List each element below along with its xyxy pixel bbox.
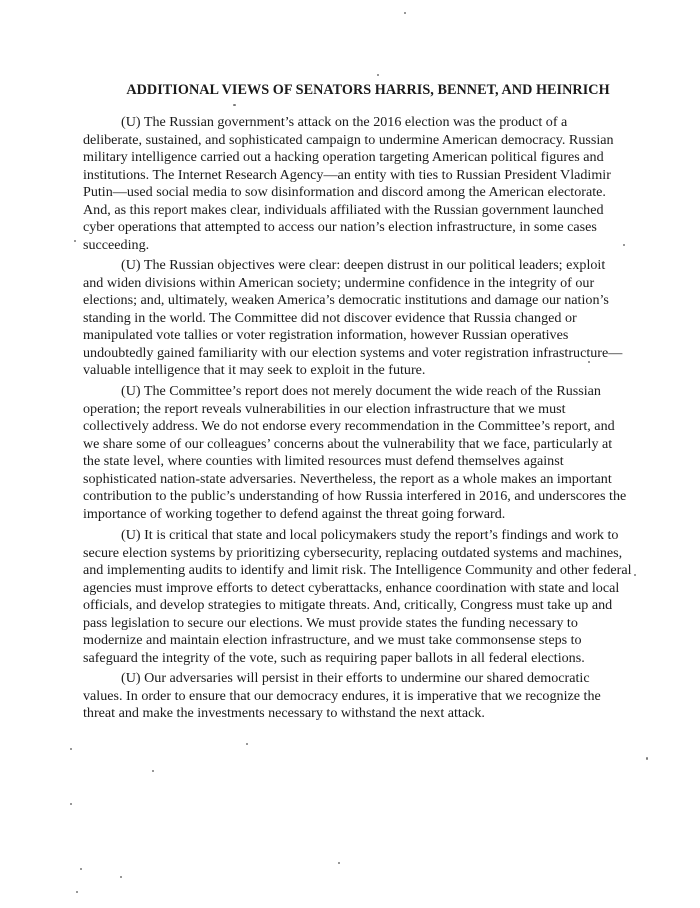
paragraph-line: And, as this report makes clear, individuals affiliated with the Russian government launched: [83, 201, 604, 218]
paragraph-line: cyber operations that attempted to access our nation’s election infrastructure, in some cases: [83, 219, 597, 235]
paragraph-line: military intelligence carried out a hacking operation targeting American political figures and: [83, 149, 604, 165]
scan-speck: [338, 862, 340, 864]
paragraph-line: Putin—used social media to sow disinformation and discord among the American electorate.: [83, 184, 606, 200]
scan-speck: [233, 104, 236, 106]
scan-speck: [74, 240, 76, 242]
scan-speck: [646, 757, 648, 760]
paragraph-line: contribution to the public’s understanding of how Russia interfered in 2016, and underscores the: [83, 488, 627, 504]
paragraph-line: threat and make the investments necessary to withstand the next attack.: [83, 705, 485, 721]
paragraph-line: and widen divisions within American society; undermine confidence in the integrity of our: [83, 274, 595, 291]
paragraph-line: modernize and maintain election infrastructure, and we must take commonsense steps to: [83, 632, 582, 648]
scan-speck: [246, 743, 248, 745]
paragraph-line: values. In order to ensure that our democracy endures, it is imperative that we recognize the: [83, 687, 601, 704]
paragraph-line: sophisticated nation-state adversaries. Nevertheless, the report as a whole makes an important: [83, 470, 612, 487]
paragraph-line: institutions. The Internet Research Agency—an entity with ties to Russian President Vladimir: [83, 166, 611, 183]
paragraph-line: undoubtedly gained familiarity with our election systems and voter registration infrastructure—: [83, 344, 623, 361]
paragraph-line: valuable intelligence that it may seek to exploit in the future.: [83, 362, 426, 378]
document-title-text: ADDITIONAL VIEWS OF SENATORS HARRIS, BENNET, AND HEINRICH: [126, 82, 610, 98]
scan-speck: [588, 361, 590, 363]
paragraph-line: (U) The Committee’s report does not merely document the wide reach of the Russian: [121, 383, 601, 399]
paragraph-line: (U) The Russian government’s attack on the 2016 election was the product of a: [121, 114, 568, 130]
paragraph-line: secure election systems by prioritizing cybersecurity, replacing outdated systems and machines,: [83, 544, 623, 561]
paragraph-line: elections; and, ultimately, weaken America’s democratic institutions and damage our nation’s: [83, 292, 609, 308]
paragraph-line: collectively address. We do not endorse every recommendation in the Committee’s report, and: [83, 418, 615, 434]
scan-speck: [70, 803, 72, 805]
paragraph-line: safeguard the integrity of the vote, such as requiring paper ballots in all federal elections.: [83, 649, 585, 666]
scan-speck: [634, 574, 636, 576]
paragraph-line: agencies must improve efforts to detect cyberattacks, enhance coordination with state and local: [83, 579, 620, 596]
paragraph-line: deliberate, sustained, and sophisticated campaign to undermine American democracy. Russian: [83, 131, 614, 148]
paragraph-3: [83, 383, 627, 523]
paragraph-line: and implementing audits to identify and limit risk. The Intelligence Community and other federal: [83, 562, 632, 578]
paragraph-line: officials, and develop strategies to mitigate threats. And, critically, Congress must take up and: [83, 597, 613, 613]
scan-speck: [623, 244, 625, 246]
paragraph-line: standing in the world. The Committee did not discover evidence that Russia changed or: [83, 309, 577, 326]
paragraph-line: (U) Our adversaries will persist in their efforts to undermine our shared democratic: [121, 670, 590, 686]
scan-speck: [120, 876, 122, 878]
paragraph-line: the state level, where counties with limited resources must defend themselves against: [83, 453, 564, 469]
paragraph-line: (U) The Russian objectives were clear: deepen distrust in our political leaders; exploit: [121, 257, 606, 273]
paragraph-4: [83, 527, 632, 667]
paragraph-2: [83, 257, 623, 380]
scan-speck: [152, 770, 154, 772]
scan-speck: [404, 12, 406, 14]
paragraph-line: succeeding.: [83, 236, 150, 253]
scan-speck: [76, 891, 78, 893]
paragraph-5: [83, 670, 623, 723]
paragraph-line: (U) It is critical that state and local policymakers study the report’s findings and work to: [121, 527, 619, 543]
paragraph-line: importance of working together to defend against the threat going forward.: [83, 505, 506, 522]
scan-speck: [80, 868, 82, 870]
paragraph-line: pass legislation to secure our elections. We must provide states the funding necessary to: [83, 614, 578, 631]
scan-speck: [70, 748, 72, 750]
paragraph-line: we share some of our colleagues’ concerns about the vulnerability that we face, particularly at: [83, 435, 613, 452]
document-title: [0, 82, 700, 99]
paragraph-line: manipulated vote tallies or voter registration information, however Russian operatives: [83, 327, 569, 343]
paragraph-line: operation; the report reveals vulnerabilities in our election infrastructure that we must: [83, 400, 566, 417]
scan-speck: [377, 74, 379, 76]
paragraph-1: [83, 114, 623, 254]
